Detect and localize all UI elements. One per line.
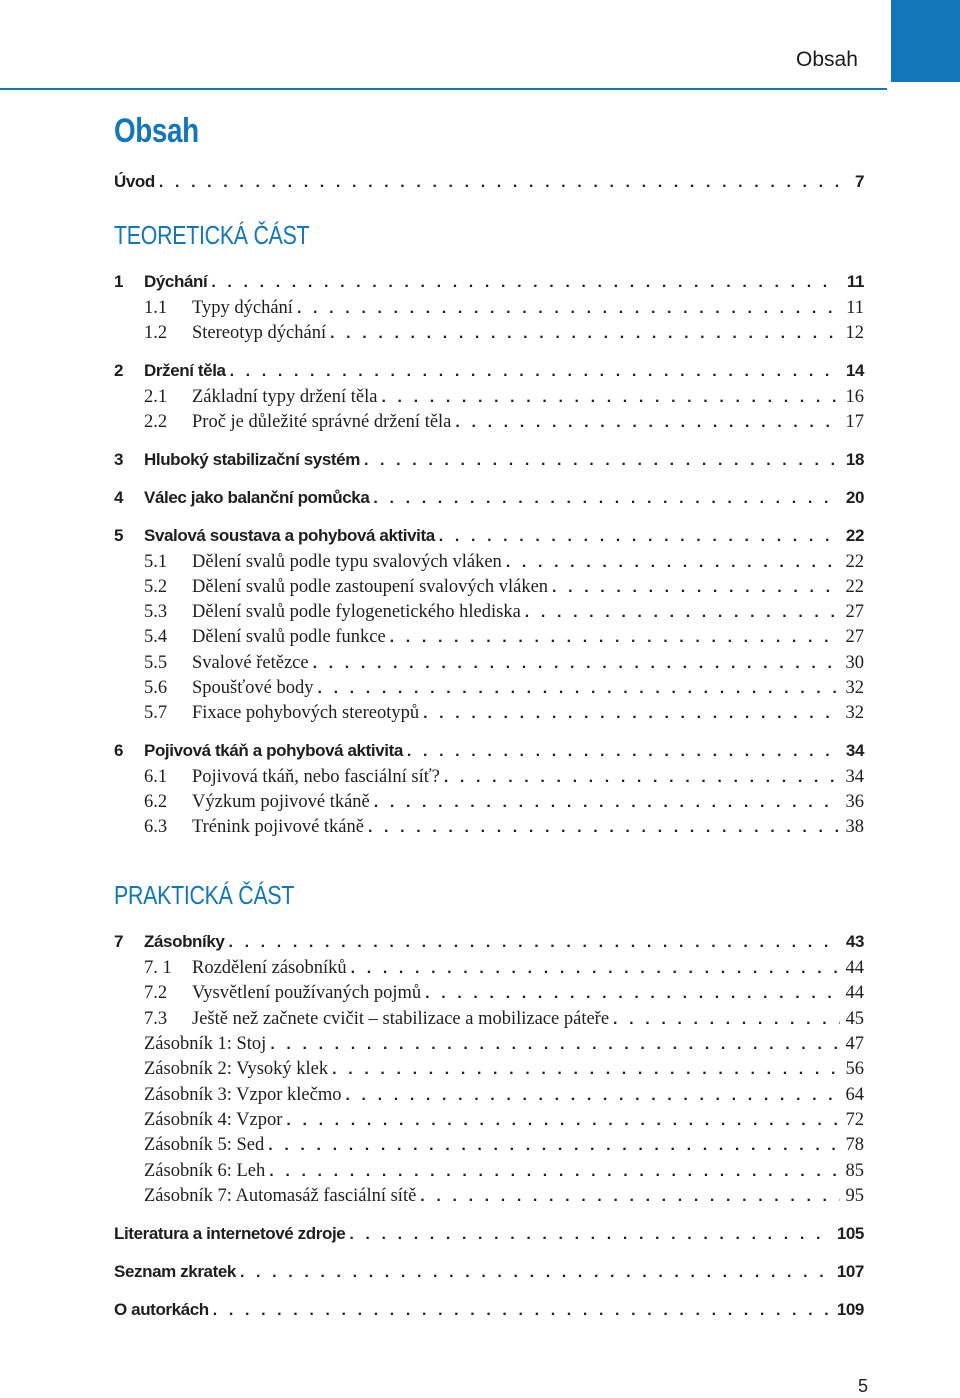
toc-entry-label: Zásobníky (144, 932, 225, 951)
toc-entry-7-3[interactable] (114, 1009, 864, 1033)
toc-entry-label: Zásobník 3: Vzpor klečmo (144, 1085, 342, 1105)
toc-entry-chapter-7[interactable] (114, 932, 864, 956)
toc-entry-page: 72 (845, 1110, 864, 1130)
dot-leader (345, 1087, 839, 1105)
toc-entry-label: Trénink pojivové tkáně (192, 817, 364, 837)
dot-leader (297, 300, 840, 318)
toc-entry-number: 2.1 (144, 387, 168, 407)
toc-entry-chapter-5[interactable] (114, 526, 864, 550)
toc-entry-number: 6 (114, 741, 124, 760)
toc-entry-label: Dělení svalů podle funkce (192, 627, 386, 647)
dot-leader (381, 389, 839, 407)
toc-entry-number: 5.6 (144, 678, 168, 698)
toc-entry-label: Seznam zkratek (114, 1262, 236, 1281)
dot-leader (269, 1163, 839, 1181)
dot-leader (407, 743, 840, 761)
toc-entry-2-2[interactable] (114, 412, 864, 436)
toc-entry-chapter-1[interactable] (114, 272, 864, 296)
toc-entry-label: Pojivová tkáň, nebo fasciální síť? (192, 767, 440, 787)
dot-leader (351, 960, 840, 978)
dot-leader (313, 655, 840, 673)
toc-entry-label: Zásobník 2: Vysoký klek (144, 1059, 329, 1079)
toc-entry-number: 4 (114, 488, 124, 507)
toc-entry-page: 107 (836, 1262, 864, 1281)
toc-entry-page: 11 (846, 272, 864, 291)
toc-entry-label: Literatura a internetové zdroje (114, 1224, 346, 1243)
toc-entry-label: Dělení svalů podle zastoupení svalových vláken (192, 577, 549, 597)
toc-entry-uvod[interactable] (114, 172, 864, 196)
toc-entry-number: 5.1 (144, 552, 168, 572)
toc-entry-number: 1.2 (144, 323, 168, 343)
toc-entry-page: 47 (845, 1034, 864, 1054)
toc-entry-page: 44 (845, 958, 864, 978)
toc-entry-page: 105 (836, 1224, 864, 1243)
toc-entry-page: 32 (845, 703, 864, 723)
dot-leader (230, 363, 840, 381)
toc-entry-number: 1.1 (144, 298, 168, 318)
toc-entry-5-1[interactable] (114, 552, 864, 576)
toc-entry-page: 43 (845, 932, 864, 951)
dot-leader (423, 705, 839, 723)
toc-entry-label: Zásobník 6: Leh (144, 1161, 266, 1181)
dot-leader (373, 490, 839, 508)
toc-entry-label: Svalové řetězce (192, 653, 309, 673)
toc-entry-page: 27 (845, 627, 864, 647)
toc-entry-page: 22 (845, 552, 864, 572)
toc-entry-5-6[interactable] (114, 678, 864, 702)
dot-leader (240, 1264, 831, 1282)
corner-color-block (891, 0, 960, 82)
toc-entry-zasobnik-7[interactable] (114, 1186, 864, 1210)
toc-entry-page: 18 (845, 450, 864, 469)
toc-entry-number: 2.2 (144, 412, 168, 432)
toc-entry-page: 64 (845, 1085, 864, 1105)
toc-entry-label: Dýchání (144, 272, 208, 291)
section-heading-theory: TEORETICKÁ ČÁST (114, 220, 310, 250)
toc-entry-page: 14 (845, 361, 864, 380)
toc-entry-number: 5.7 (144, 703, 168, 723)
toc-entry-number: 6.2 (144, 792, 168, 812)
toc-entry-chapter-2[interactable] (114, 361, 864, 385)
dot-leader (268, 1137, 839, 1155)
toc-entry-page: 36 (845, 792, 864, 812)
toc-entry-6-3[interactable] (114, 817, 864, 841)
toc-entry-label: Válec jako balanční pomůcka (144, 488, 370, 507)
dot-leader (330, 325, 839, 343)
toc-entry-label: Proč je důležité správné držení těla (192, 412, 452, 432)
toc-entry-5-7[interactable] (114, 703, 864, 727)
toc-entry-number: 1 (114, 272, 124, 291)
toc-entry-number: 7.3 (144, 1009, 168, 1029)
toc-entry-5-2[interactable] (114, 577, 864, 601)
toc-entry-page: 109 (836, 1300, 864, 1319)
toc-entry-7-2[interactable] (114, 983, 864, 1007)
header-rule (0, 88, 887, 90)
toc-entry-label: Hluboký stabilizační systém (144, 450, 360, 469)
toc-entry-zasobnik-5[interactable] (114, 1135, 864, 1159)
toc-entry-label: Vysvětlení používaných pojmů (192, 983, 422, 1003)
page-number: 5 (858, 1376, 869, 1396)
dot-leader (390, 629, 840, 647)
toc-entry-label: Ještě než začnete cvičit – stabilizace a mobilizace páteře (192, 1009, 610, 1029)
dot-leader (425, 985, 839, 1003)
toc-entry-number: 5.3 (144, 602, 168, 622)
toc-entry-number: 5.4 (144, 627, 168, 647)
dot-leader (286, 1112, 839, 1130)
toc-entry-page: 56 (845, 1059, 864, 1079)
toc-entry-1-1[interactable] (114, 298, 864, 322)
toc-entry-label: Zásobník 1: Stoj (144, 1034, 267, 1054)
toc-entry-2-1[interactable] (114, 387, 864, 411)
toc-entry-page: 22 (845, 526, 864, 545)
dot-leader (439, 528, 840, 546)
dot-leader (270, 1036, 839, 1054)
toc-entry-label: Výzkum pojivové tkáně (192, 792, 370, 812)
toc-entry-o-autorkach[interactable] (114, 1300, 864, 1324)
toc-entry-page: 7 (854, 172, 864, 191)
toc-entry-label: Stereotyp dýchání (192, 323, 327, 343)
toc-entry-7-1[interactable] (114, 958, 864, 982)
toc-entry-page: 38 (845, 817, 864, 837)
dot-leader (228, 934, 839, 952)
toc-entry-label: Úvod (114, 172, 155, 191)
toc-entry-page: 27 (845, 602, 864, 622)
toc-entry-number: 6.1 (144, 767, 168, 787)
toc-entry-chapter-4[interactable] (114, 488, 864, 512)
toc-entry-chapter-3[interactable] (114, 450, 864, 474)
running-head: Obsah (796, 48, 858, 71)
dot-leader (613, 1011, 839, 1029)
toc-entry-number: 3 (114, 450, 124, 469)
toc-entry-zasobnik-3[interactable] (114, 1085, 864, 1109)
toc-entry-number: 7. 1 (144, 958, 172, 978)
toc-entry-6-2[interactable] (114, 792, 864, 816)
toc-entry-page: 95 (845, 1186, 864, 1206)
toc-entry-label: Rozdělení zásobníků (192, 958, 347, 978)
dot-leader (525, 604, 840, 622)
toc-entry-number: 7.2 (144, 983, 168, 1003)
toc-entry-page: 11 (846, 298, 864, 318)
toc-entry-page: 16 (845, 387, 864, 407)
toc-entry-page: 34 (845, 767, 864, 787)
section-heading-practice: PRAKTICKÁ ČÁST (114, 880, 295, 910)
toc-entry-zasobnik-1[interactable] (114, 1034, 864, 1058)
dot-leader (211, 274, 840, 292)
toc-entry-label: Spoušťové body (192, 678, 314, 698)
dot-leader (506, 554, 840, 572)
toc-entry-label: Dělení svalů podle typu svalových vláken (192, 552, 502, 572)
dot-leader (332, 1061, 839, 1079)
toc-entry-page: 45 (845, 1009, 864, 1029)
dot-leader (317, 680, 839, 698)
toc-entry-1-2[interactable] (114, 323, 864, 347)
toc-entry-page: 20 (845, 488, 864, 507)
dot-leader (349, 1226, 831, 1244)
toc-entry-page: 34 (845, 741, 864, 760)
dot-leader (159, 174, 840, 192)
toc-entry-page: 85 (845, 1161, 864, 1181)
page-title: Obsah (114, 112, 199, 150)
toc-entry-page: 44 (845, 983, 864, 1003)
toc-entry-6-1[interactable] (114, 767, 864, 791)
toc-entry-zasobnik-6[interactable] (114, 1161, 864, 1185)
toc-entry-literatura[interactable] (114, 1224, 864, 1248)
toc-entry-label: Zásobník 7: Automasáž fasciální sítě (144, 1186, 417, 1206)
toc-entry-page: 32 (845, 678, 864, 698)
toc-entry-page: 12 (845, 323, 864, 343)
dot-leader (444, 769, 840, 787)
toc-entry-seznam-zkratek[interactable] (114, 1262, 864, 1286)
toc-entry-label: Svalová soustava a pohybová aktivita (144, 526, 435, 545)
toc-entry-label: Pojivová tkáň a pohybová aktivita (144, 741, 403, 760)
dot-leader (552, 579, 839, 597)
toc-entry-number: 5 (114, 526, 124, 545)
dot-leader (368, 819, 840, 837)
toc-entry-5-3[interactable] (114, 602, 864, 626)
toc-entry-label: Dělení svalů podle fylogenetického hlediska (192, 602, 521, 622)
toc-entry-label: Základní typy držení těla (192, 387, 378, 407)
toc-entry-zasobnik-2[interactable] (114, 1059, 864, 1083)
toc-entry-number: 6.3 (144, 817, 168, 837)
toc-entry-page: 17 (845, 412, 864, 432)
toc-entry-zasobnik-4[interactable] (114, 1110, 864, 1134)
toc-entry-number: 5.2 (144, 577, 168, 597)
dot-leader (420, 1188, 839, 1206)
toc-entry-label: Zásobník 5: Sed (144, 1135, 265, 1155)
toc-entry-label: Typy dýchání (192, 298, 293, 318)
dot-leader (455, 414, 839, 432)
dot-leader (364, 452, 840, 470)
toc-entry-label: Držení těla (144, 361, 226, 380)
dot-leader (374, 794, 840, 812)
toc-entry-label: Fixace pohybových stereotypů (192, 703, 420, 723)
toc-entry-number: 2 (114, 361, 124, 380)
toc-entry-5-5[interactable] (114, 653, 864, 677)
toc-entry-number: 7 (114, 932, 124, 951)
toc-entry-chapter-6[interactable] (114, 741, 864, 765)
toc-entry-number: 5.5 (144, 653, 168, 673)
toc-entry-page: 22 (845, 577, 864, 597)
toc-entry-label: Zásobník 4: Vzpor (144, 1110, 283, 1130)
dot-leader (213, 1302, 831, 1320)
toc-entry-page: 78 (845, 1135, 864, 1155)
toc-entry-5-4[interactable] (114, 627, 864, 651)
toc-entry-label: O autorkách (114, 1300, 209, 1319)
toc-entry-page: 30 (845, 653, 864, 673)
